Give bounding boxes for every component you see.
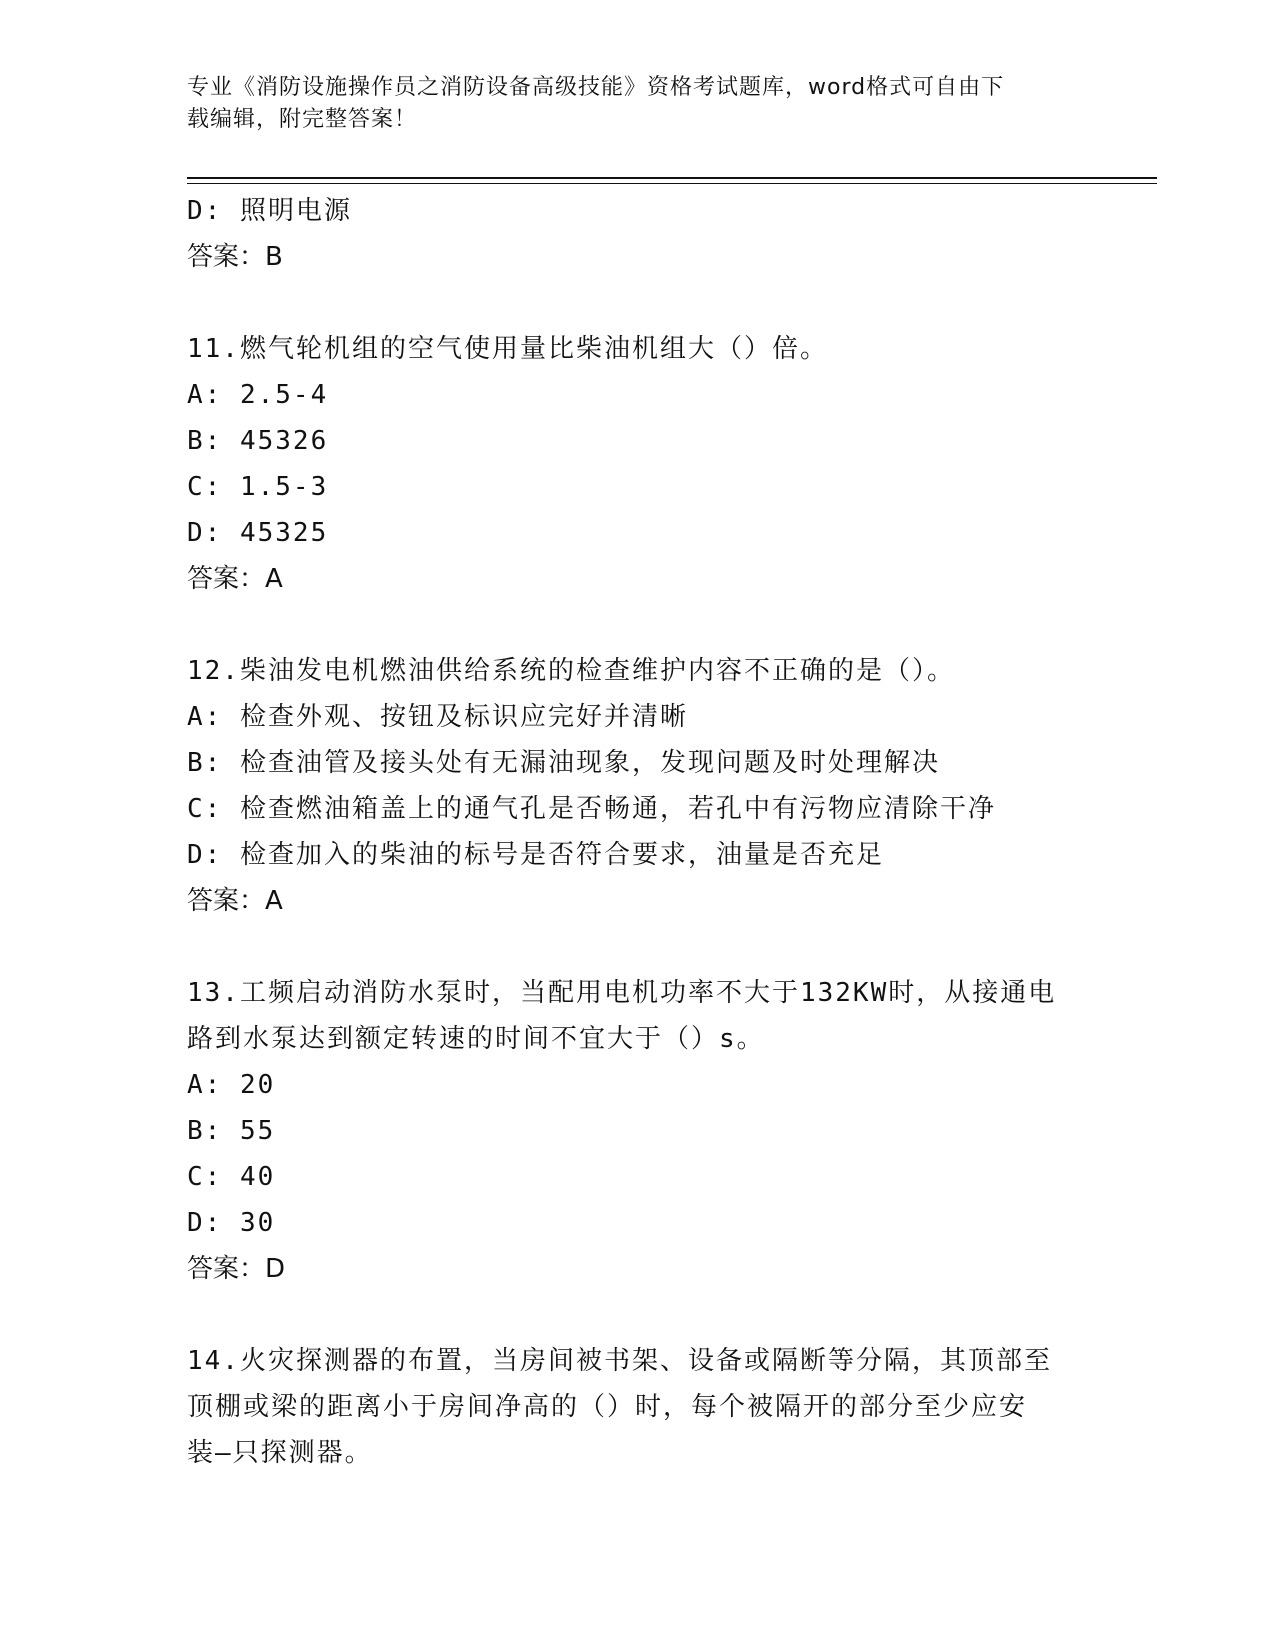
option-a: A: 20 xyxy=(187,1070,276,1100)
question-13 xyxy=(187,970,1087,1292)
header-divider-thick xyxy=(187,177,1157,179)
option-b: B: 45326 xyxy=(187,426,329,456)
option-c: C: 1.5-3 xyxy=(187,472,329,502)
option-d: D: 45325 xyxy=(187,518,329,548)
question-stem-line-1: 13.工频启动消防水泵时，当配用电机功率不大于132KW时，从接通电 xyxy=(187,978,1057,1008)
question-11 xyxy=(187,326,1087,602)
question-stem: 11.燃气轮机组的空气使用量比柴油机组大（）倍。 xyxy=(187,334,828,364)
spacer xyxy=(187,924,1087,970)
option-c: C: 检查燃油箱盖上的通气孔是否畅通，若孔中有污物应清除干净 xyxy=(187,794,996,824)
question-list xyxy=(187,188,1087,1476)
question-stem-line-1: 14.火灾探测器的布置，当房间被书架、设备或隔断等分隔，其顶部至 xyxy=(187,1346,1052,1376)
option-c: C: 40 xyxy=(187,1162,276,1192)
option-d: D: 30 xyxy=(187,1208,276,1238)
option-b: B: 55 xyxy=(187,1116,276,1146)
option-d: D: 照明电源 xyxy=(187,196,352,226)
option-d: D: 检查加入的柴油的标号是否符合要求，油量是否充足 xyxy=(187,840,884,870)
header-divider-thin xyxy=(187,183,1157,184)
question-stem-line-3: 装—只探测器。 xyxy=(187,1438,373,1468)
document-header xyxy=(187,72,1087,136)
question-stem-line-2: 顶棚或梁的距离小于房间净高的（）时，每个被隔开的部分至少应安 xyxy=(187,1392,1028,1422)
question-10-tail xyxy=(187,188,1087,280)
answer: 答案：A xyxy=(187,886,283,916)
question-stem-line-2: 路到水泵达到额定转速的时间不宜大于（）s。 xyxy=(187,1024,765,1054)
header-text-line-1: 专业《消防设施操作员之消防设备高级技能》资格考试题库，word格式可自由下 xyxy=(187,75,1005,100)
question-12 xyxy=(187,648,1087,924)
answer: 答案：A xyxy=(187,564,283,594)
spacer xyxy=(187,280,1087,326)
header-text-line-2: 载编辑，附完整答案！ xyxy=(187,107,418,132)
answer: 答案：B xyxy=(187,242,283,272)
option-a: A: 2.5-4 xyxy=(187,380,329,410)
option-a: A: 检查外观、按钮及标识应完好并清晰 xyxy=(187,702,688,732)
question-14 xyxy=(187,1338,1087,1476)
option-b: B: 检查油管及接头处有无漏油现象，发现问题及时处理解决 xyxy=(187,748,940,778)
answer: 答案：D xyxy=(187,1254,286,1284)
question-stem: 12.柴油发电机燃油供给系统的检查维护内容不正确的是（）。 xyxy=(187,656,955,686)
spacer xyxy=(187,602,1087,648)
spacer xyxy=(187,1292,1087,1338)
